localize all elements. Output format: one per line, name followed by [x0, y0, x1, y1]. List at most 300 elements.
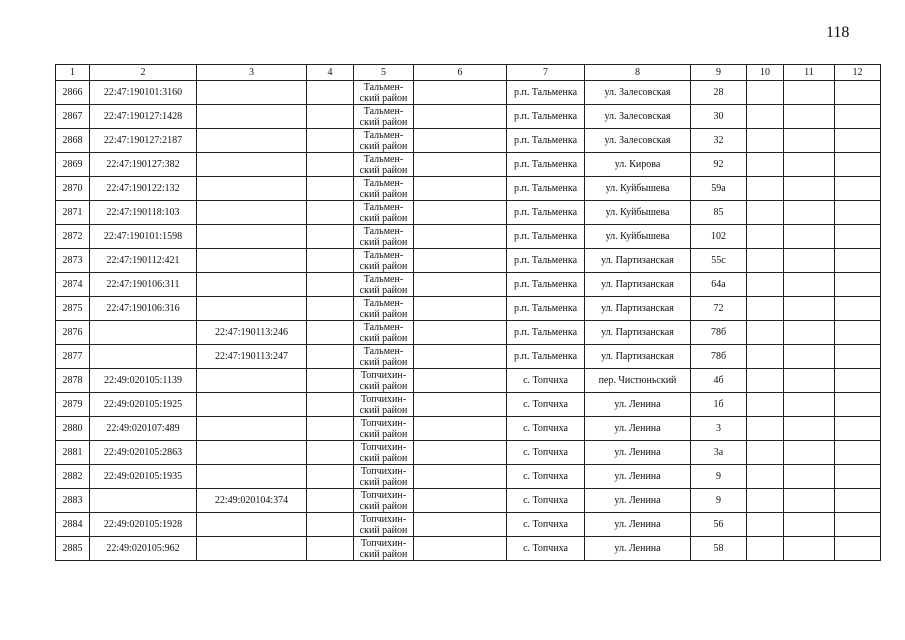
cadastral-number-alt-cell	[197, 465, 307, 489]
row-number-cell: 2874	[56, 273, 90, 297]
locality-cell: р.п. Тальменка	[507, 81, 585, 105]
cadastral-number-alt-cell	[197, 201, 307, 225]
column-4-cell	[307, 201, 354, 225]
street-cell: ул. Куйбышева	[585, 177, 691, 201]
house-number-cell: 85	[691, 201, 747, 225]
column-4-cell	[307, 489, 354, 513]
column-11-cell	[784, 489, 835, 513]
district-line: ский район	[359, 116, 408, 128]
district-line: Топчихин-	[360, 369, 407, 381]
cadastral-number-cell: 22:47:190101:3160	[90, 81, 197, 105]
locality-cell: р.п. Тальменка	[507, 129, 585, 153]
cadastral-number-alt-cell	[197, 153, 307, 177]
district-line: Тальмен-	[363, 345, 404, 357]
cadastral-number-cell: 22:47:190127:1428	[90, 105, 197, 129]
column-4-cell	[307, 465, 354, 489]
cadastral-number-cell: 22:47:190106:316	[90, 297, 197, 321]
house-number-cell: 102	[691, 225, 747, 249]
house-number-cell: 58	[691, 537, 747, 561]
column-6-cell	[414, 225, 507, 249]
row-number-cell: 2869	[56, 153, 90, 177]
column-11-cell	[784, 273, 835, 297]
column-10-cell	[747, 105, 784, 129]
column-6-cell	[414, 105, 507, 129]
column-10-cell	[747, 489, 784, 513]
cadastral-number-alt-cell	[197, 393, 307, 417]
cadastral-number-cell: 22:47:190127:2187	[90, 129, 197, 153]
district-cell	[354, 465, 414, 489]
column-6-cell	[414, 465, 507, 489]
locality-cell: р.п. Тальменка	[507, 321, 585, 345]
column-6-cell	[414, 81, 507, 105]
column-12-cell	[835, 393, 881, 417]
locality-cell: р.п. Тальменка	[507, 297, 585, 321]
table-row	[56, 273, 881, 297]
column-11-cell	[784, 393, 835, 417]
column-4-cell	[307, 129, 354, 153]
district-line: Тальмен-	[363, 321, 404, 333]
table-row	[56, 441, 881, 465]
registry-table	[55, 64, 881, 561]
district-cell	[354, 345, 414, 369]
column-12-cell	[835, 465, 881, 489]
district-line: ский район	[359, 380, 408, 392]
cadastral-number-alt-cell	[197, 417, 307, 441]
table-row	[56, 345, 881, 369]
district-line: Топчихин-	[360, 441, 407, 453]
column-12-cell	[835, 249, 881, 273]
house-number-cell: 3	[691, 417, 747, 441]
house-number-cell: 55с	[691, 249, 747, 273]
street-cell: ул. Ленина	[585, 513, 691, 537]
locality-cell: с. Топчиха	[507, 513, 585, 537]
column-header: 7	[507, 65, 585, 81]
column-11-cell	[784, 417, 835, 441]
district-line: Тальмен-	[363, 153, 404, 165]
locality-cell: р.п. Тальменка	[507, 225, 585, 249]
column-12-cell	[835, 201, 881, 225]
column-12-cell	[835, 417, 881, 441]
column-header: 11	[784, 65, 835, 81]
column-11-cell	[784, 129, 835, 153]
row-number-cell: 2880	[56, 417, 90, 441]
column-10-cell	[747, 393, 784, 417]
column-header: 8	[585, 65, 691, 81]
column-header: 9	[691, 65, 747, 81]
district-cell	[354, 153, 414, 177]
district-line: ский район	[359, 188, 408, 200]
table-row	[56, 201, 881, 225]
cadastral-number-cell: 22:49:020107:489	[90, 417, 197, 441]
column-10-cell	[747, 273, 784, 297]
table-row	[56, 393, 881, 417]
table-row	[56, 465, 881, 489]
cadastral-number-alt-cell	[197, 129, 307, 153]
column-6-cell	[414, 273, 507, 297]
street-cell: ул. Партизанская	[585, 249, 691, 273]
cadastral-number-alt-cell	[197, 297, 307, 321]
house-number-cell: 30	[691, 105, 747, 129]
cadastral-number-alt-cell	[197, 369, 307, 393]
house-number-cell: 78б	[691, 345, 747, 369]
column-6-cell	[414, 417, 507, 441]
column-4-cell	[307, 81, 354, 105]
district-cell	[354, 537, 414, 561]
district-line: ский район	[359, 140, 408, 152]
district-cell	[354, 273, 414, 297]
cadastral-number-cell: 22:47:190106:311	[90, 273, 197, 297]
table-row	[56, 537, 881, 561]
street-cell: ул. Залесовская	[585, 129, 691, 153]
table-row	[56, 129, 881, 153]
street-cell: ул. Ленина	[585, 393, 691, 417]
cadastral-number-alt-cell	[197, 513, 307, 537]
column-11-cell	[784, 441, 835, 465]
column-6-cell	[414, 297, 507, 321]
cadastral-number-alt-cell: 22:47:190113:247	[197, 345, 307, 369]
street-cell: ул. Партизанская	[585, 273, 691, 297]
locality-cell: р.п. Тальменка	[507, 177, 585, 201]
district-line: ский район	[359, 260, 408, 272]
cadastral-number-alt-cell: 22:49:020104:374	[197, 489, 307, 513]
locality-cell: р.п. Тальменка	[507, 249, 585, 273]
column-11-cell	[784, 177, 835, 201]
cadastral-number-cell: 22:47:190127:382	[90, 153, 197, 177]
column-10-cell	[747, 441, 784, 465]
house-number-cell: 28	[691, 81, 747, 105]
column-10-cell	[747, 201, 784, 225]
column-header: 2	[90, 65, 197, 81]
column-6-cell	[414, 177, 507, 201]
locality-cell: с. Топчиха	[507, 441, 585, 465]
locality-cell: р.п. Тальменка	[507, 201, 585, 225]
cadastral-number-alt-cell	[197, 105, 307, 129]
column-10-cell	[747, 321, 784, 345]
column-12-cell	[835, 489, 881, 513]
column-6-cell	[414, 489, 507, 513]
column-12-cell	[835, 225, 881, 249]
street-cell: ул. Ленина	[585, 465, 691, 489]
locality-cell: с. Топчиха	[507, 465, 585, 489]
column-4-cell	[307, 297, 354, 321]
column-11-cell	[784, 81, 835, 105]
column-10-cell	[747, 297, 784, 321]
house-number-cell: 56	[691, 513, 747, 537]
district-line: Топчихин-	[360, 465, 407, 477]
column-11-cell	[784, 465, 835, 489]
street-cell: ул. Партизанская	[585, 345, 691, 369]
house-number-cell: 78б	[691, 321, 747, 345]
cadastral-number-alt-cell	[197, 537, 307, 561]
cadastral-number-alt-cell	[197, 249, 307, 273]
street-cell: ул. Залесовская	[585, 105, 691, 129]
house-number-cell: 3а	[691, 441, 747, 465]
column-12-cell	[835, 369, 881, 393]
column-6-cell	[414, 249, 507, 273]
column-10-cell	[747, 177, 784, 201]
column-10-cell	[747, 369, 784, 393]
column-12-cell	[835, 345, 881, 369]
column-6-cell	[414, 321, 507, 345]
column-12-cell	[835, 441, 881, 465]
column-4-cell	[307, 345, 354, 369]
district-cell	[354, 129, 414, 153]
column-4-cell	[307, 177, 354, 201]
district-cell	[354, 105, 414, 129]
locality-cell: с. Топчиха	[507, 393, 585, 417]
table-row	[56, 81, 881, 105]
row-number-cell: 2870	[56, 177, 90, 201]
street-cell: ул. Куйбышева	[585, 201, 691, 225]
district-cell	[354, 225, 414, 249]
house-number-cell: 4б	[691, 369, 747, 393]
column-10-cell	[747, 345, 784, 369]
street-cell: ул. Залесовская	[585, 81, 691, 105]
locality-cell: р.п. Тальменка	[507, 273, 585, 297]
column-header: 10	[747, 65, 784, 81]
cadastral-number-alt-cell: 22:47:190113:246	[197, 321, 307, 345]
district-line: Тальмен-	[363, 225, 404, 237]
column-6-cell	[414, 393, 507, 417]
column-header: 3	[197, 65, 307, 81]
cadastral-number-alt-cell	[197, 225, 307, 249]
column-11-cell	[784, 369, 835, 393]
district-cell	[354, 369, 414, 393]
street-cell: ул. Ленина	[585, 417, 691, 441]
column-4-cell	[307, 513, 354, 537]
district-line: Топчихин-	[360, 417, 407, 429]
row-number-cell: 2866	[56, 81, 90, 105]
cadastral-number-cell: 22:47:190118:103	[90, 201, 197, 225]
column-12-cell	[835, 105, 881, 129]
district-line: ский район	[359, 476, 408, 488]
cadastral-number-cell: 22:49:020105:962	[90, 537, 197, 561]
column-4-cell	[307, 321, 354, 345]
table-row	[56, 297, 881, 321]
house-number-cell: 59а	[691, 177, 747, 201]
street-cell: ул. Ленина	[585, 537, 691, 561]
row-number-cell: 2879	[56, 393, 90, 417]
district-line: ский район	[359, 236, 408, 248]
house-number-cell: 64а	[691, 273, 747, 297]
district-line: Тальмен-	[363, 177, 404, 189]
column-10-cell	[747, 249, 784, 273]
row-number-cell: 2871	[56, 201, 90, 225]
locality-cell: р.п. Тальменка	[507, 345, 585, 369]
locality-cell: р.п. Тальменка	[507, 105, 585, 129]
table-row	[56, 513, 881, 537]
column-11-cell	[784, 345, 835, 369]
district-line: Топчихин-	[360, 393, 407, 405]
district-line: Тальмен-	[363, 201, 404, 213]
district-line: Топчихин-	[360, 537, 407, 549]
table-row	[56, 153, 881, 177]
column-header: 1	[56, 65, 90, 81]
column-11-cell	[784, 321, 835, 345]
cadastral-number-alt-cell	[197, 177, 307, 201]
table-row	[56, 321, 881, 345]
row-number-cell: 2881	[56, 441, 90, 465]
row-number-cell: 2884	[56, 513, 90, 537]
column-10-cell	[747, 417, 784, 441]
column-10-cell	[747, 153, 784, 177]
row-number-cell: 2882	[56, 465, 90, 489]
column-6-cell	[414, 201, 507, 225]
district-line: ский район	[359, 332, 408, 344]
column-4-cell	[307, 417, 354, 441]
column-4-cell	[307, 393, 354, 417]
cadastral-number-cell: 22:49:020105:1928	[90, 513, 197, 537]
locality-cell: с. Топчиха	[507, 417, 585, 441]
cadastral-number-cell	[90, 321, 197, 345]
district-cell	[354, 81, 414, 105]
table-row	[56, 105, 881, 129]
column-12-cell	[835, 153, 881, 177]
column-header: 5	[354, 65, 414, 81]
column-6-cell	[414, 513, 507, 537]
district-cell	[354, 297, 414, 321]
district-line: ский район	[359, 356, 408, 368]
street-cell: ул. Ленина	[585, 489, 691, 513]
district-line: ский район	[359, 452, 408, 464]
street-cell: ул. Кирова	[585, 153, 691, 177]
cadastral-number-alt-cell	[197, 273, 307, 297]
row-number-cell: 2867	[56, 105, 90, 129]
row-number-cell: 2885	[56, 537, 90, 561]
table-row	[56, 489, 881, 513]
table-row	[56, 369, 881, 393]
cadastral-number-cell: 22:49:020105:1925	[90, 393, 197, 417]
column-12-cell	[835, 129, 881, 153]
column-11-cell	[784, 249, 835, 273]
column-4-cell	[307, 249, 354, 273]
district-line: ский район	[359, 548, 408, 560]
column-4-cell	[307, 105, 354, 129]
table-row	[56, 417, 881, 441]
column-12-cell	[835, 273, 881, 297]
row-number-cell: 2875	[56, 297, 90, 321]
table-row	[56, 225, 881, 249]
district-line: Топчихин-	[360, 489, 407, 501]
column-6-cell	[414, 129, 507, 153]
column-10-cell	[747, 465, 784, 489]
district-cell	[354, 417, 414, 441]
locality-cell: с. Топчиха	[507, 369, 585, 393]
column-11-cell	[784, 153, 835, 177]
row-number-cell: 2876	[56, 321, 90, 345]
cadastral-number-cell: 22:47:190122:132	[90, 177, 197, 201]
district-line: ский район	[359, 212, 408, 224]
column-4-cell	[307, 225, 354, 249]
street-cell: ул. Куйбышева	[585, 225, 691, 249]
cadastral-number-cell	[90, 489, 197, 513]
table-body	[56, 81, 881, 561]
row-number-cell: 2868	[56, 129, 90, 153]
house-number-cell: 72	[691, 297, 747, 321]
street-cell: ул. Партизанская	[585, 321, 691, 345]
district-line: ский район	[359, 284, 408, 296]
column-6-cell	[414, 441, 507, 465]
district-line: ский район	[359, 524, 408, 536]
column-10-cell	[747, 129, 784, 153]
cadastral-number-cell: 22:49:020105:1935	[90, 465, 197, 489]
district-line: Тальмен-	[363, 273, 404, 285]
district-cell	[354, 513, 414, 537]
cadastral-number-cell: 22:47:190112:421	[90, 249, 197, 273]
column-12-cell	[835, 297, 881, 321]
district-line: ский район	[359, 500, 408, 512]
column-11-cell	[784, 537, 835, 561]
district-line: ский район	[359, 92, 408, 104]
locality-cell: с. Топчиха	[507, 489, 585, 513]
column-12-cell	[835, 537, 881, 561]
district-line: ский район	[359, 428, 408, 440]
column-11-cell	[784, 105, 835, 129]
locality-cell: с. Топчиха	[507, 537, 585, 561]
district-cell	[354, 249, 414, 273]
row-number-cell: 2878	[56, 369, 90, 393]
column-header: 4	[307, 65, 354, 81]
district-line: ский район	[359, 404, 408, 416]
district-cell	[354, 177, 414, 201]
house-number-cell: 92	[691, 153, 747, 177]
column-12-cell	[835, 321, 881, 345]
column-10-cell	[747, 513, 784, 537]
house-number-cell: 9	[691, 465, 747, 489]
column-6-cell	[414, 153, 507, 177]
row-number-cell: 2872	[56, 225, 90, 249]
district-line: ский район	[359, 164, 408, 176]
row-number-cell: 2877	[56, 345, 90, 369]
column-10-cell	[747, 81, 784, 105]
column-4-cell	[307, 153, 354, 177]
district-line: Тальмен-	[363, 105, 404, 117]
column-11-cell	[784, 513, 835, 537]
district-cell	[354, 441, 414, 465]
cadastral-number-cell: 22:49:020105:1139	[90, 369, 197, 393]
column-6-cell	[414, 369, 507, 393]
column-12-cell	[835, 81, 881, 105]
column-header: 6	[414, 65, 507, 81]
column-12-cell	[835, 513, 881, 537]
cadastral-number-cell: 22:47:190101:1598	[90, 225, 197, 249]
cadastral-number-alt-cell	[197, 81, 307, 105]
column-11-cell	[784, 225, 835, 249]
row-number-cell: 2883	[56, 489, 90, 513]
column-4-cell	[307, 441, 354, 465]
district-line: ский район	[359, 308, 408, 320]
table-row	[56, 177, 881, 201]
district-line: Тальмен-	[363, 297, 404, 309]
house-number-cell: 1б	[691, 393, 747, 417]
street-cell: пер. Чистюньский	[585, 369, 691, 393]
column-10-cell	[747, 225, 784, 249]
locality-cell: р.п. Тальменка	[507, 153, 585, 177]
column-4-cell	[307, 537, 354, 561]
cadastral-number-alt-cell	[197, 441, 307, 465]
row-number-cell: 2873	[56, 249, 90, 273]
district-line: Тальмен-	[363, 129, 404, 141]
column-6-cell	[414, 345, 507, 369]
table-header-row	[56, 65, 881, 81]
page-number: 118	[826, 24, 850, 41]
street-cell: ул. Ленина	[585, 441, 691, 465]
column-6-cell	[414, 537, 507, 561]
district-cell	[354, 393, 414, 417]
district-cell	[354, 489, 414, 513]
column-12-cell	[835, 177, 881, 201]
cadastral-number-cell	[90, 345, 197, 369]
